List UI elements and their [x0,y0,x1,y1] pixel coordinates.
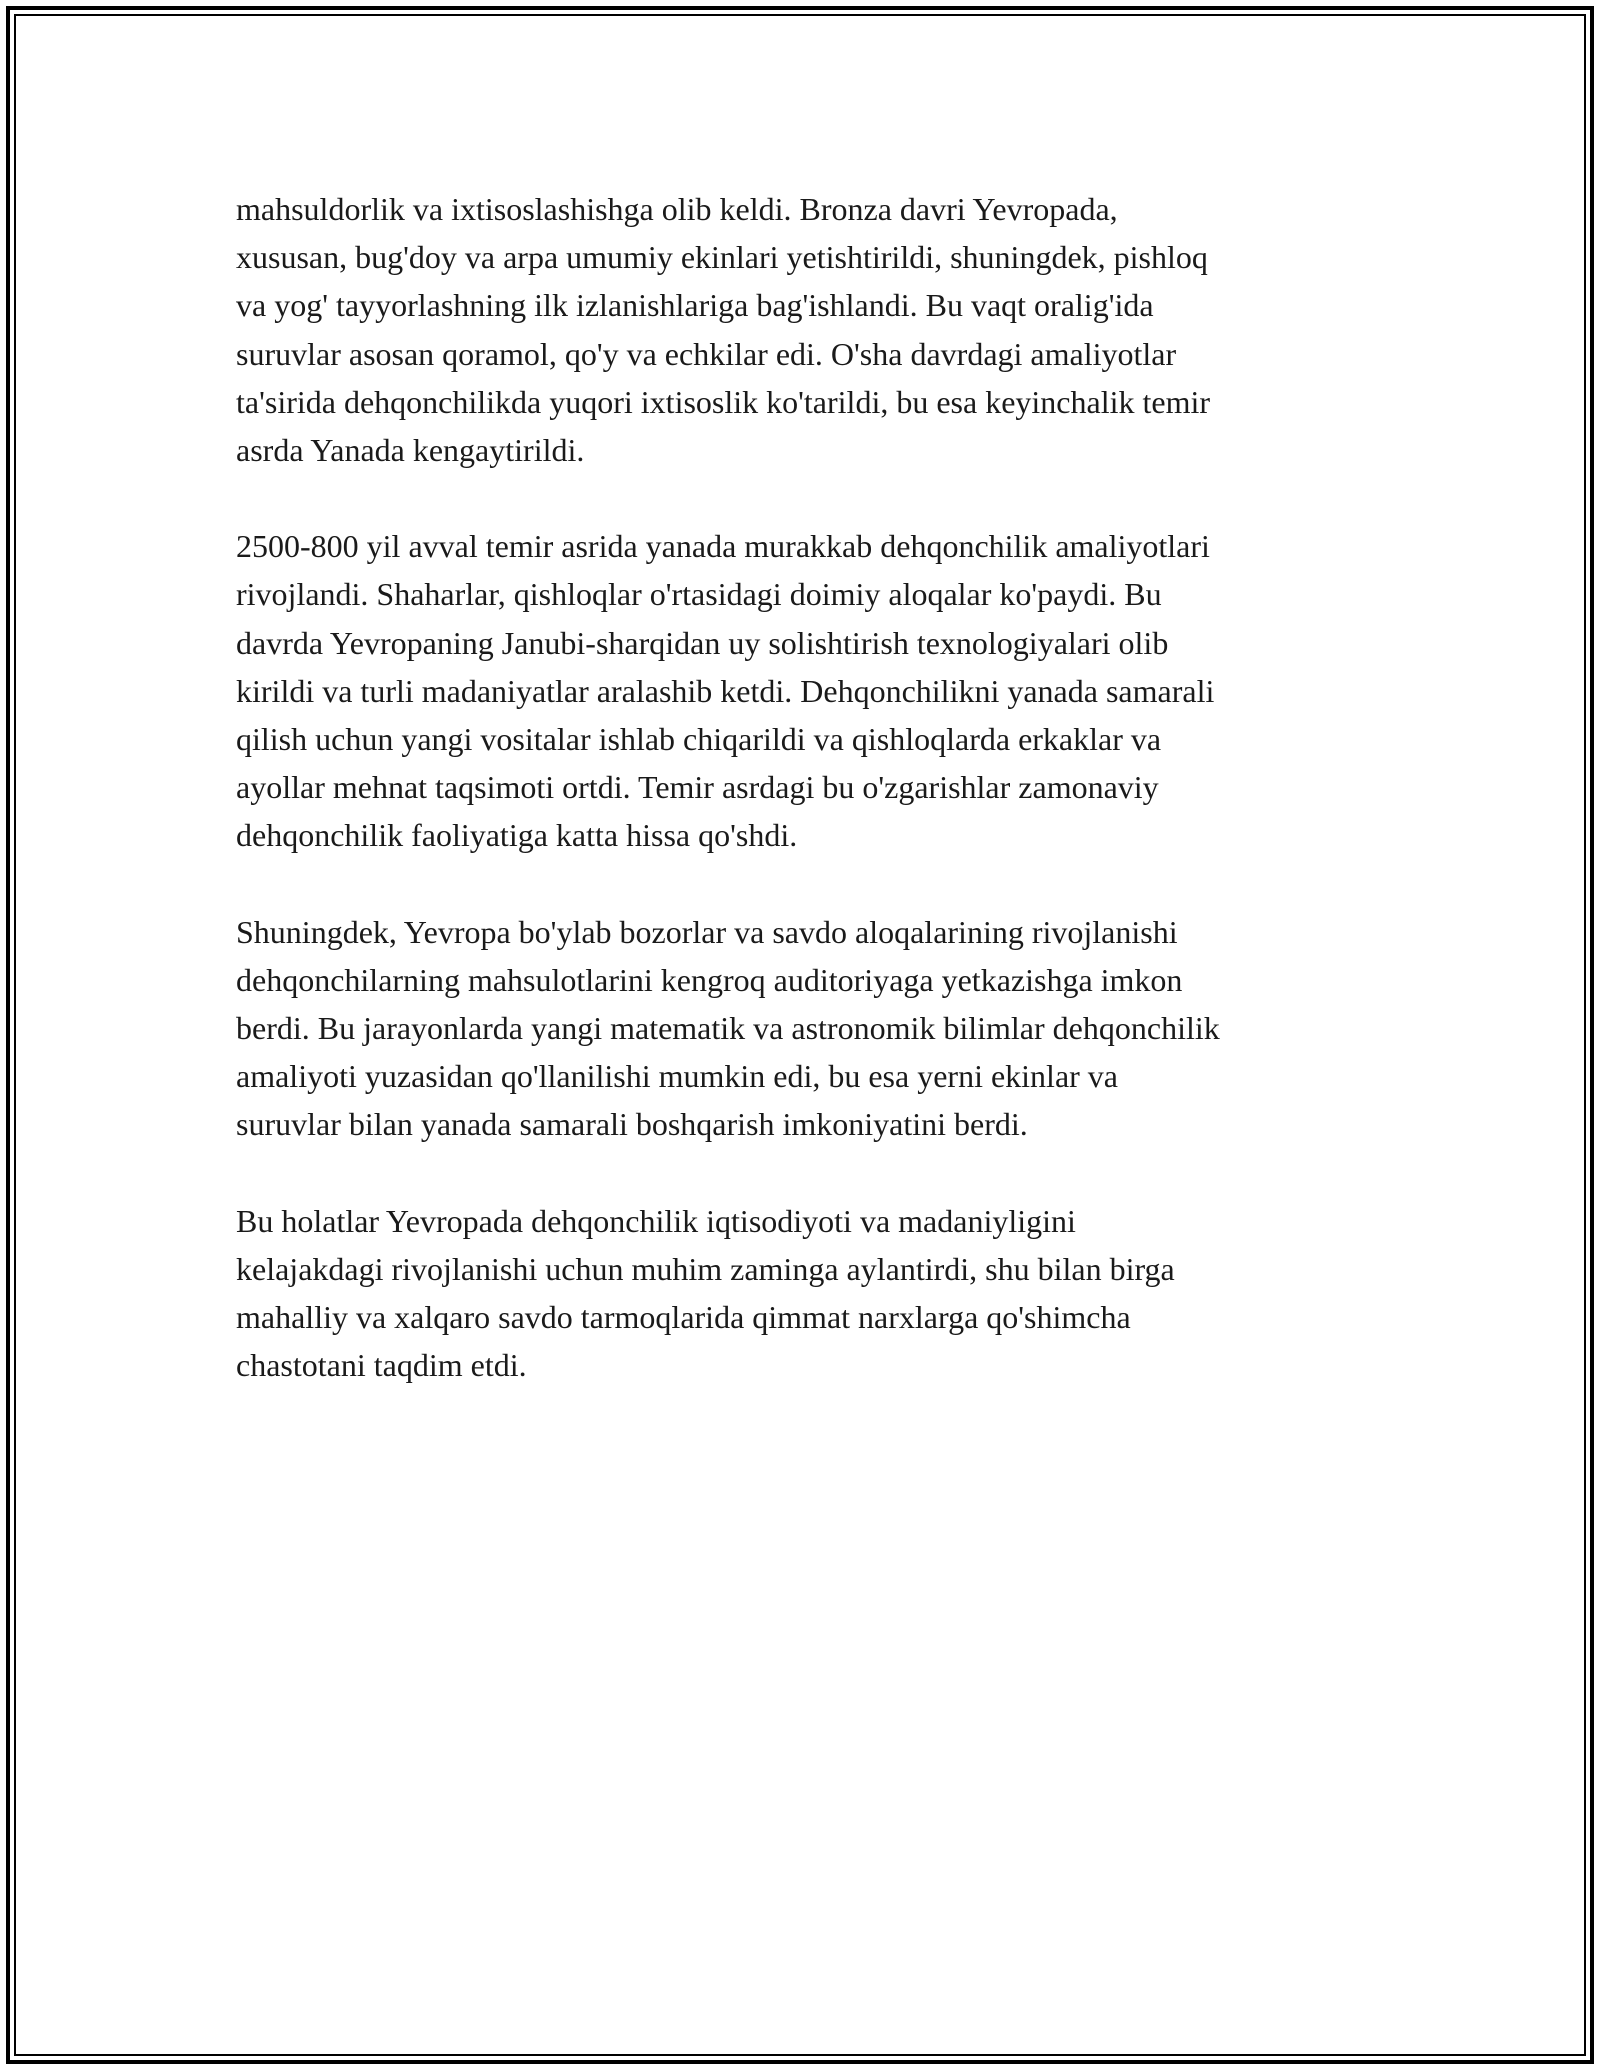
paragraph-3 [236,908,1366,1149]
text-line: kirildi va turli madaniyatlar aralashib ketdi. Dehqonchilikni yanada samarali [236,672,1215,709]
document-body [236,185,1366,1437]
text-line: chastotani taqdim etdi. [236,1347,527,1384]
paragraph-1 [236,185,1366,474]
text-line: rivojlandi. Shaharlar, qishloqlar o'rtasidagi doimiy aloqalar ko'paydi. Bu [236,576,1162,613]
text-line: suruvlar bilan yanada samarali boshqarish imkoniyatini berdi. [236,1106,1028,1143]
text-line: davrda Yevropaning Janubi-sharqidan uy solishtirish texnologiyalari olib [236,624,1169,661]
text-line: kelajakdagi rivojlanishi uchun muhim zaminga aylantirdi, shu bilan birga [236,1250,1175,1287]
text-line: asrda Yanada kengaytirildi. [236,432,585,469]
paragraph-4 [236,1197,1366,1390]
text-line: ta'sirida dehqonchilikda yuqori ixtisoslik ko'tarildi, bu esa keyinchalik temir [236,383,1210,420]
text-line: dehqonchilarning mahsulotlarini kengroq auditoriyaga yetkazishga imkon [236,961,1183,998]
text-line: va yog' tayyorlashning ilk izlanishlariga bag'ishlandi. Bu vaqt oralig'ida [236,287,1154,324]
text-line: qilish uchun yangi vositalar ishlab chiqarildi va qishloqlarda erkaklar va [236,721,1162,758]
text-line: Shuningdek, Yevropa bo'ylab bozorlar va savdo aloqalarining rivojlanishi [236,913,1178,950]
text-line: amaliyoti yuzasidan qo'llanilishi mumkin edi, bu esa yerni ekinlar va [236,1058,1118,1095]
text-line: mahalliy va xalqaro savdo tarmoqlarida qimmat narxlarga qo'shimcha [236,1299,1131,1336]
text-line: suruvlar asosan qoramol, qo'y va echkilar edi. O'sha davrdagi amaliyotlar [236,335,1177,372]
text-line: dehqonchilik faoliyatiga katta hissa qo'shdi. [236,817,798,854]
text-line: ayollar mehnat taqsimoti ortdi. Temir asrdagi bu o'zgarishlar zamonaviy [236,769,1159,806]
paragraph-2 [236,522,1366,859]
text-line: Bu holatlar Yevropada dehqonchilik iqtisodiyoti va madaniyligini [236,1202,1076,1239]
text-line: 2500-800 yil avval temir asrida yanada murakkab dehqonchilik amaliyotlari [236,528,1210,565]
text-line: xususan, bug'doy va arpa umumiy ekinlari yetishtirildi, shuningdek, pishloq [236,239,1208,276]
text-line: berdi. Bu jarayonlarda yangi matematik va astronomik bilimlar dehqonchilik [236,1010,1220,1047]
text-line: mahsuldorlik va ixtisoslashishga olib keldi. Bronza davri Yevropada, [236,191,1118,227]
